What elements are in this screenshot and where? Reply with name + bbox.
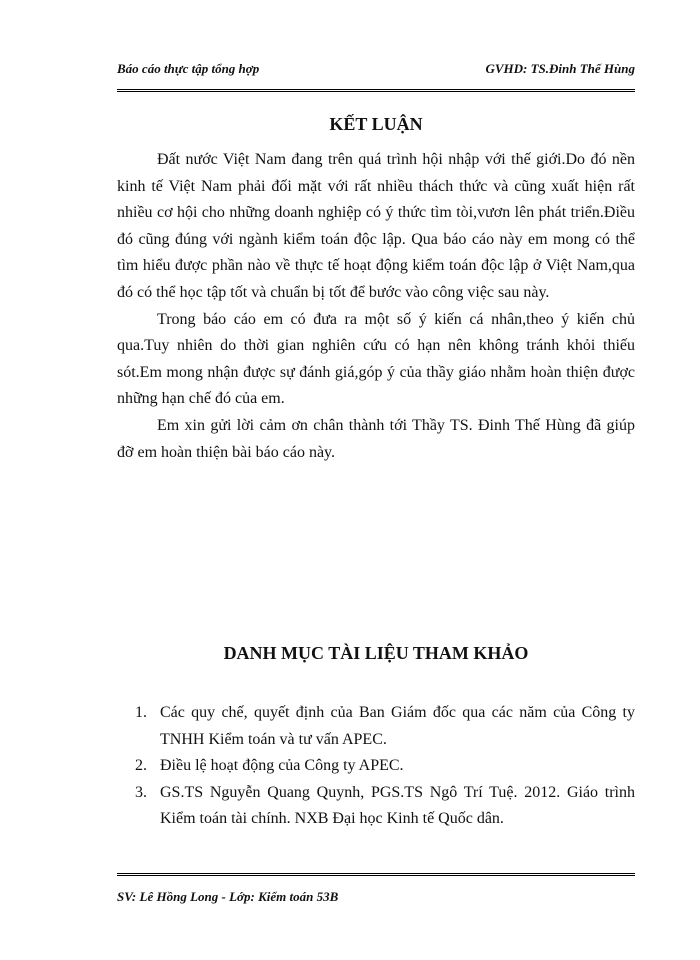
header-report-title: Báo cáo thực tập tổng hợp xyxy=(117,61,260,76)
conclusion-paragraph: Trong báo cáo em có đưa ra một số ý kiến cá nhân,theo ý kiến chủ qua.Tuy nhiên do thời gian nghiên cứu có hạn nên không tránh khỏi thiếu sót.Em mong nhận được sự đánh giá,góp ý của thầy giáo nhằm hoàn thiện được những hạn chế đó của em. xyxy=(117,310,635,408)
reference-item xyxy=(117,780,635,833)
reference-number: 3. xyxy=(135,783,147,801)
conclusion-paragraph: Em xin gửi lời cảm ơn chân thành tới Thầy TS. Đinh Thế Hùng đã giúp đỡ em hoàn thiện bài báo cáo này. xyxy=(117,416,635,461)
header-supervisor: GVHD: TS.Đinh Thế Hùng xyxy=(485,61,635,76)
reference-item xyxy=(117,700,635,753)
footer-divider xyxy=(117,873,635,876)
header-divider xyxy=(117,89,635,92)
references-list xyxy=(117,700,635,833)
conclusion-body xyxy=(117,147,635,466)
reference-item xyxy=(117,753,635,780)
conclusion-title: KẾT LUẬN xyxy=(329,114,423,134)
reference-number: 2. xyxy=(135,757,147,775)
reference-text: Các quy chế, quyết định của Ban Giám đốc qua các năm của Công ty TNHH Kiểm toán và tư vấn APEC. xyxy=(160,704,635,748)
page-header xyxy=(117,57,635,79)
references-title: DANH MỤC TÀI LIỆU THAM KHẢO xyxy=(223,643,529,663)
reference-number: 1. xyxy=(135,704,147,721)
page-footer: SV: Lê Hồng Long - Lớp: Kiểm toán 53B xyxy=(117,889,339,904)
reference-text: Điều lệ hoạt động của Công ty APEC. xyxy=(160,757,404,775)
conclusion-paragraph: Đất nước Việt Nam đang trên quá trình hội nhập với thế giới.Do đó nền kinh tế Việt Nam phải đối mặt với rất nhiều thách thức và cũng xuất hiện rất nhiều cơ hội cho những doanh nghiệp có ý thức tìm tòi,vươn lên phát triển.Điều đó cũng đúng với ngành kiểm toán độc lập. Qua báo cáo này em mong có thể tìm hiểu được phần nào về thực tế hoạt động kiểm toán độc lập ở Việt Nam,qua đó có thể học tập tốt và chuẩn bị tốt để bước vào công việc sau này. xyxy=(117,151,635,301)
reference-text: GS.TS Nguyễn Quang Quynh, PGS.TS Ngô Trí Tuệ. 2012. Giáo trình Kiểm toán tài chính. NXB Đại học Kinh tế Quốc dân. xyxy=(160,783,635,828)
